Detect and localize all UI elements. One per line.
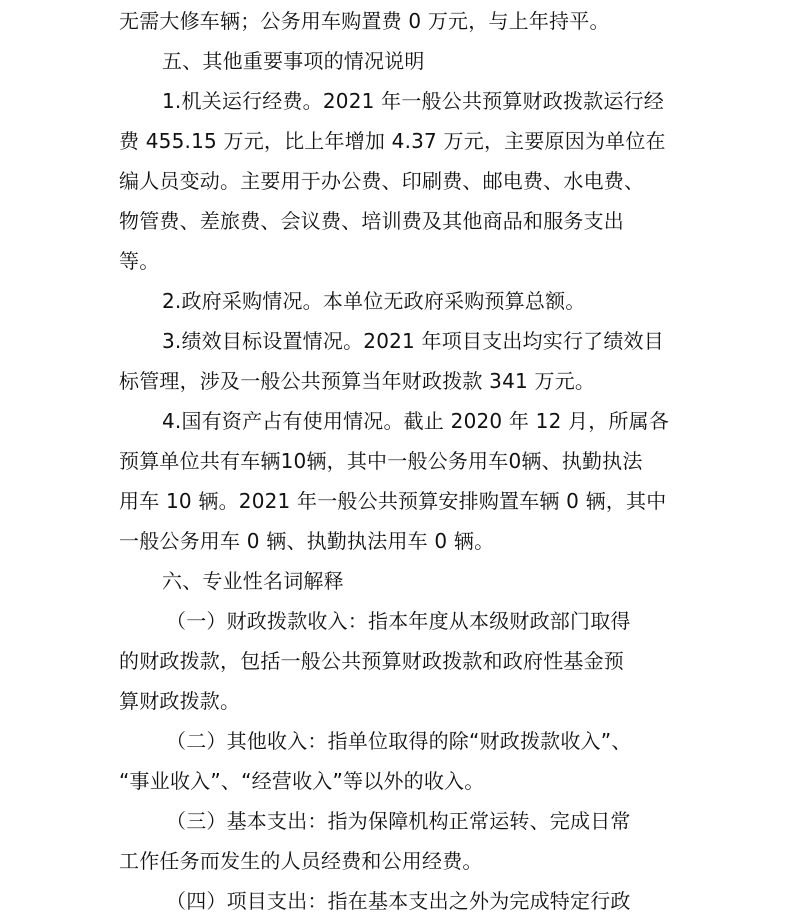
text-line-14: 一般公务用车 0 辆、执勤执法用车 0 辆。 [119, 529, 495, 553]
text-line-23: （四）项目支出：指在基本支出之外为完成特定行政 [166, 889, 631, 913]
section-heading-5: 五、其他重要事项的情况说明 [162, 49, 425, 73]
text-line-18: 算财政拨款。 [119, 689, 241, 713]
text-line-19: （二）其他收入：指单位取得的除“财政拨款收入”、 [166, 729, 632, 753]
text-line-21: （三）基本支出：指为保障机构正常运转、完成日常 [166, 809, 631, 833]
text-line-1: 无需大修车辆；公务用车购置费 0 万元，与上年持平。 [119, 9, 610, 33]
text-line-22: 工作任务而发生的人员经费和公用经费。 [119, 849, 483, 873]
text-line-8: 2.政府采购情况。本单位无政府采购预算总额。 [162, 289, 586, 313]
text-line-16: （一）财政拨款收入：指本年度从本级财政部门取得 [166, 609, 631, 633]
text-line-17: 的财政拨款，包括一般公共预算财政拨款和政府性基金预 [119, 649, 624, 673]
text-line-6: 物管费、差旅费、会议费、培训费及其他商品和服务支出 [119, 209, 624, 233]
text-line-3: 1.机关运行经费。2021 年一般公共预算财政拨款运行经 [162, 89, 664, 113]
section-heading-6: 六、专业性名词解释 [162, 569, 344, 593]
text-line-10: 标管理，涉及一般公共预算当年财政拨款 341 万元。 [119, 369, 596, 393]
text-line-20: “事业收入”、“经营收入”等以外的收入。 [119, 769, 485, 793]
text-line-9: 3.绩效目标设置情况。2021 年项目支出均实行了绩效目 [162, 329, 664, 353]
text-line-7: 等。 [119, 249, 160, 273]
text-line-12: 预算单位共有车辆10辆，其中一般公务用车0辆、执勤执法 [119, 449, 643, 473]
text-line-5: 编人员变动。主要用于办公费、印刷费、邮电费、水电费、 [119, 169, 645, 193]
text-line-13: 用车 10 辆。2021 年一般公共预算安排购置车辆 0 辆，其中 [119, 489, 667, 513]
text-line-11: 4.国有资产占有使用情况。截止 2020 年 12 月，所属各 [162, 409, 670, 433]
text-line-4: 费 455.15 万元，比上年增加 4.37 万元，主要原因为单位在 [119, 129, 666, 153]
